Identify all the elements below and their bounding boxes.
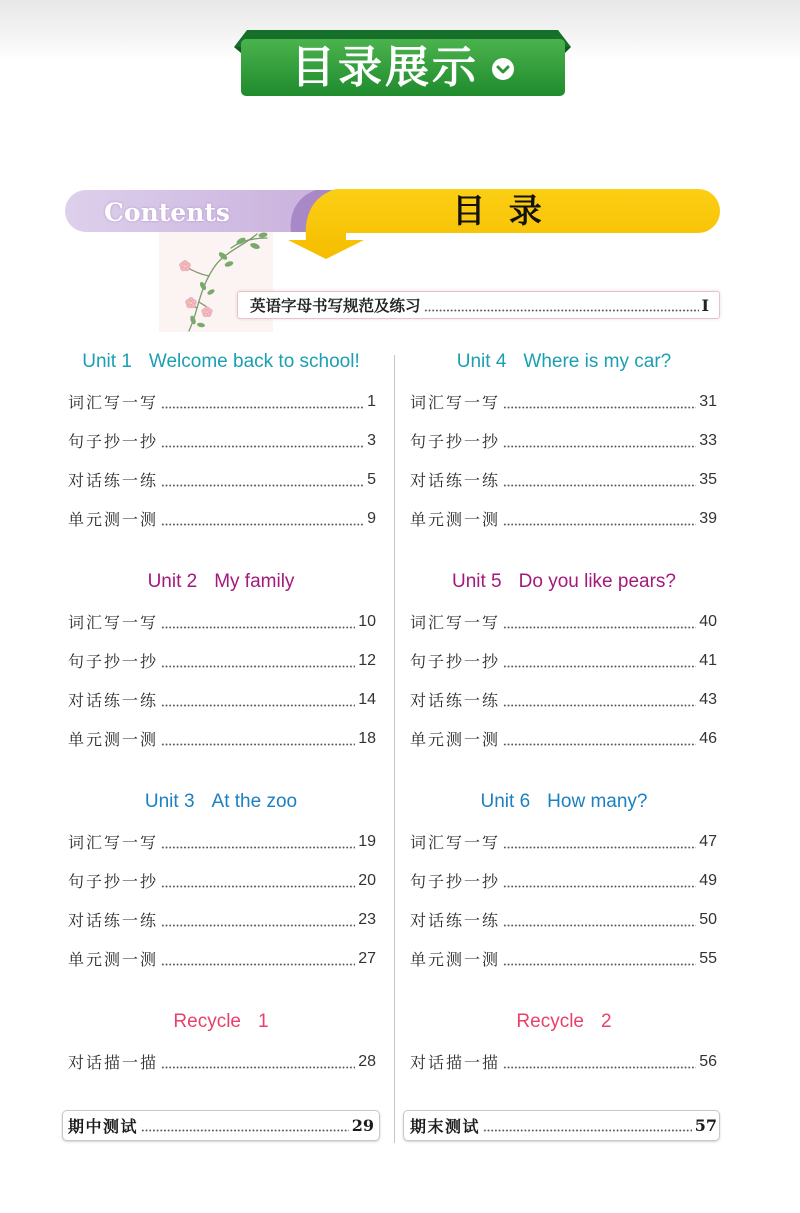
entry-label: 对话练一练 [410,911,501,930]
entry-label: 单元测一测 [410,730,501,749]
entry-page-number: I [701,295,709,315]
unit-section [405,342,723,538]
toc-entry [405,939,723,978]
dot-leader [161,626,355,629]
dot-leader [161,963,355,966]
entry-label: 单元测一测 [68,510,159,529]
entry-label: 词汇写一写 [410,613,501,632]
entry-page-number: 19 [358,832,376,850]
recycle-label: Recycle [516,1011,584,1032]
dot-leader [161,885,355,888]
dot-leader [161,665,355,668]
entry-page-number: 18 [358,729,376,747]
intro-entry [237,291,720,319]
test-label: 期中测试 [68,1117,139,1136]
entry-label: 词汇写一写 [68,833,159,852]
toc-entry [405,460,723,499]
dot-leader [503,1066,696,1069]
entry-label: 句子抄一抄 [68,432,159,451]
entry-page-number: 47 [699,832,717,850]
entry-page-number: 5 [367,470,376,488]
toc-entry [405,602,723,641]
entry-label: 词汇写一写 [68,613,159,632]
recycle-section [405,1002,723,1081]
dot-leader [161,445,364,448]
unit-section [405,782,723,978]
dot-leader [503,484,696,487]
unit-heading [405,562,723,602]
dot-leader [503,626,696,629]
entry-label: 对话练一练 [68,911,159,930]
toc-entry [62,939,380,978]
unit-heading [62,342,380,382]
entry-label: 对话描一描 [68,1053,159,1072]
toc-title: 目 录 [452,191,548,230]
unit-title: My family [214,571,295,592]
dot-leader [503,445,696,448]
entry-page-number: 43 [699,690,717,708]
toc-entry [405,719,723,758]
toc-entry [62,719,380,758]
entry-label: 句子抄一抄 [68,872,159,891]
dot-leader [503,963,696,966]
toc-entry [62,641,380,680]
toc-entry [62,1042,380,1081]
entry-label: 词汇写一写 [68,393,159,412]
entry-page-number: 39 [699,509,717,527]
entry-page-number: 27 [358,949,376,967]
entry-label: 句子抄一抄 [410,432,501,451]
dot-leader [161,484,364,487]
recycle-number: 2 [601,1011,612,1032]
final-test-entry [403,1110,720,1141]
recycle-heading [405,1002,723,1042]
unit-number: Unit 1 [82,351,132,372]
dot-leader [141,1129,349,1132]
entry-page-number: 9 [367,509,376,527]
unit-number: Unit 5 [451,571,502,592]
column-divider [394,355,395,1143]
entry-page-number: 3 [367,431,376,449]
toc-entry [62,421,380,460]
entry-page-number: 14 [358,690,376,708]
unit-number: Unit 6 [480,791,531,812]
toc-entry [405,641,723,680]
entry-label: 词汇写一写 [410,833,501,852]
unit-section [62,342,380,538]
entry-page-number: 50 [699,910,717,928]
entry-label: 对话练一练 [410,691,501,710]
unit-heading [405,782,723,822]
entry-page-number: 12 [358,651,376,669]
entry-label: 词汇写一写 [410,393,501,412]
unit-heading [405,342,723,382]
entry-page-number: 1 [367,392,376,410]
dot-leader [503,406,696,409]
dot-leader [424,309,699,312]
entry-page-number: 56 [699,1052,717,1070]
test-page-number: 29 [351,1116,374,1135]
toc-entry [62,499,380,538]
entry-page-number: 10 [358,612,376,630]
toc-entry [405,680,723,719]
dot-leader [161,523,364,526]
entry-label: 单元测一测 [410,950,501,969]
unit-heading [62,562,380,602]
toc-entry [62,680,380,719]
test-page-number: 57 [694,1116,717,1135]
unit-title: Where is my car? [523,351,672,372]
toc-entry [62,460,380,499]
entry-label: 对话描一描 [410,1053,501,1072]
dot-leader [161,704,355,707]
entry-label: 对话练一练 [410,471,501,490]
toc-entry [62,822,380,861]
toc-entry [405,861,723,900]
entry-page-number: 31 [699,392,717,410]
entry-label: 单元测一测 [68,730,159,749]
toc-entry [62,602,380,641]
dot-leader [161,924,355,927]
section-banner [241,39,565,96]
chevron-down-circle-icon [491,57,515,81]
contents-label: Contents [104,198,231,227]
toc-entry [405,382,723,421]
toc-entry [405,1042,723,1081]
unit-number: Unit 4 [456,351,507,372]
recycle-number: 1 [258,1011,269,1032]
unit-section [405,562,723,758]
dot-leader [503,704,696,707]
unit-title: Welcome back to school! [148,351,360,372]
unit-number: Unit 3 [144,791,195,812]
dot-leader [503,846,696,849]
entry-page-number: 33 [699,431,717,449]
unit-title: How many? [547,791,648,812]
unit-section [62,562,380,758]
entry-label: 单元测一测 [68,950,159,969]
entry-label: 英语字母书写规范及练习 [250,297,421,315]
unit-section [62,782,380,978]
test-label: 期末测试 [410,1117,481,1136]
unit-title: Do you like pears? [518,571,676,592]
dot-leader [503,523,696,526]
entry-page-number: 55 [699,949,717,967]
unit-title: At the zoo [211,791,298,812]
entry-page-number: 23 [358,910,376,928]
entry-page-number: 20 [358,871,376,889]
dot-leader [161,743,355,746]
toc-entry [62,382,380,421]
toc-entry [62,900,380,939]
unit-heading [62,782,380,822]
entry-page-number: 40 [699,612,717,630]
entry-page-number: 28 [358,1052,376,1070]
toc-entry [405,900,723,939]
midterm-test-entry [62,1110,380,1141]
recycle-label: Recycle [173,1011,241,1032]
entry-label: 对话练一练 [68,691,159,710]
entry-page-number: 35 [699,470,717,488]
entry-label: 单元测一测 [410,510,501,529]
dot-leader [503,743,696,746]
entry-label: 句子抄一抄 [68,652,159,671]
toc-entry [405,421,723,460]
entry-page-number: 49 [699,871,717,889]
toc-entry [62,861,380,900]
dot-leader [161,1066,355,1069]
dot-leader [161,846,355,849]
entry-label: 句子抄一抄 [410,652,501,671]
dot-leader [483,1129,692,1132]
banner-title: 目录展示 [291,42,479,93]
entry-label: 对话练一练 [68,471,159,490]
dot-leader [161,406,364,409]
recycle-heading [62,1002,380,1042]
entry-page-number: 41 [699,651,717,669]
unit-number: Unit 2 [147,571,198,592]
entry-page-number: 46 [699,729,717,747]
recycle-section [62,1002,380,1081]
dot-leader [503,924,696,927]
toc-entry [405,822,723,861]
toc-entry [405,499,723,538]
dot-leader [503,885,696,888]
entry-label: 句子抄一抄 [410,872,501,891]
dot-leader [503,665,696,668]
